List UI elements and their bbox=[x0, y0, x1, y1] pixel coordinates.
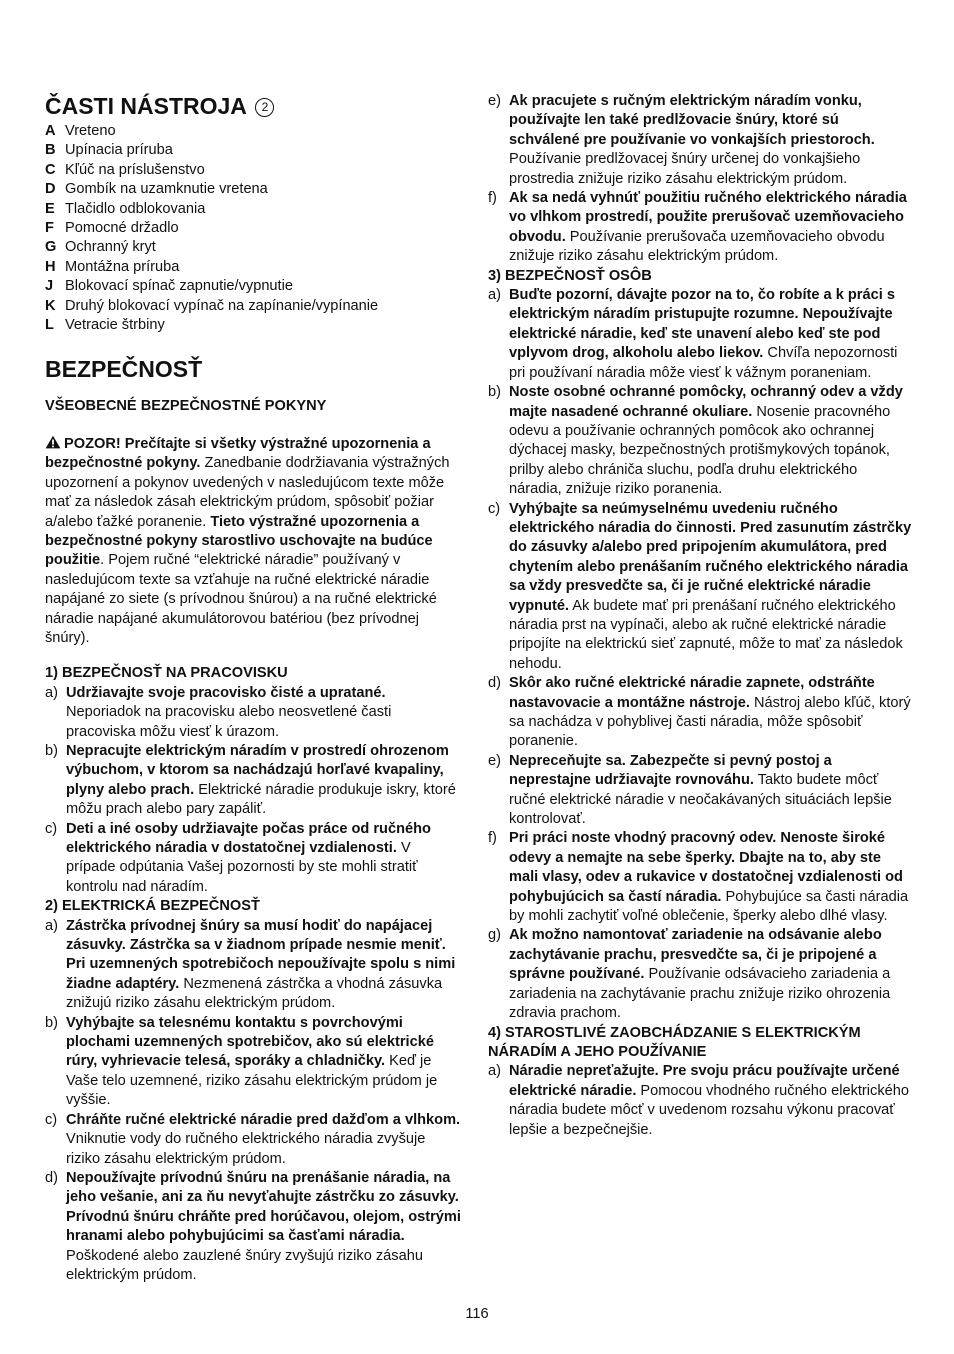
list-item: c) Deti a iné osoby udržiavajte počas práce od ručného elektrického náradia v dostatočnej vzdialenosti. V prípade odpútania Vašej pozornosti by ste mohli stratiť kontrolu nad náradím. bbox=[45, 820, 431, 895]
list-item: b) Vyhýbajte sa telesnému kontaktu s povrchovými plochami uzemnených spotrebičov, ako sú elektrické rúry, vyhrievacie telesá, sporáky a chladničky. Keď je Vaše telo uzemnené, riziko zásahu elektrickým prúdom je vyššie. bbox=[45, 1014, 438, 1109]
list-item: B Upínacia príruba bbox=[45, 142, 173, 159]
list-item: J Blokovací spínač zapnutie/vypnutie bbox=[45, 278, 293, 295]
list-item: L Vetracie štrbiny bbox=[45, 317, 165, 334]
list-item: d) Nepoužívajte prívodnú šnúru na prenášanie náradia, na jeho vešanie, ani za ňu nevyťahujte zástrčku zo zásuvky. Prívodnú šnúru chráňte pred horúčavou, olejom, ostrými hranami alebo pohybujúcimi sa časťami náradia. Poškodené alebo zauzlené šnúry zvyšujú riziko zásahu elektrickým prúdom. bbox=[45, 1169, 461, 1283]
list-item: d) Skôr ako ručné elektrické náradie zapnete, odstráňte nastavovacie a montážne nástroje. Nástroj alebo kľúč, ktorý sa nachádza v pohyblivej časti náradia, môže spôsobiť poranenie. bbox=[488, 675, 911, 750]
list-item: a) Udržiavajte svoje pracovisko čisté a upratané. Neporiadok na pracovisku alebo neosvetlené časti pracoviska môžu viesť k úrazom. bbox=[45, 684, 392, 740]
list-item: D Gombík na uzamknutie vretena bbox=[45, 181, 268, 198]
list-item: a) Buďte pozorní, dávajte pozor na to, čo robíte a k práci s elektrickým náradím pristupujte rozumne. Nepoužívajte elektrické náradie, keď ste unavení alebo keď ste pod vplyvom drog, alkoholu alebo liekov. Chvíľa nepozornosti pri používaní náradia môže viesť k vážnym poraneniam. bbox=[488, 287, 898, 381]
section-heading: 4) STAROSTLIVÉ ZAOBCHÁDZANIE S ELEKTRICKÝM NÁRADÍM A JEHO POUŽÍVANIE bbox=[488, 1024, 861, 1060]
list-item: E Tlačidlo odblokovania bbox=[45, 200, 206, 217]
figure-reference: 2 bbox=[255, 98, 274, 117]
list-item: b) Noste osobné ochranné pomôcky, ochranný odev a vždy majte nasadené ochranné okuliare. Nosenie pracovného odevu a používanie ochranných pomôcok ako ochrannej dýchacej masky, bezpečnostných protišmykových topánok, prilby alebo chrániča sluchu, podľa druhu elektrického náradia, znižuje riziko poranenia. bbox=[488, 384, 903, 498]
list-item: H Montážna príruba bbox=[45, 258, 180, 275]
list-item: c) Vyhýbajte sa neúmyselnému uvedeniu ručného elektrického náradia do činnosti. Pred zasunutím zástrčky do zásuvky a/alebo pred pripojením akumulátora, pred chytením alebo prenášaním ručného elektrického náradia sa vždy presvedčte sa, či je ručné elektrické náradie vypnuté. Ak budete mať pri prenášaní ručného elektrického náradia prst na vypínači, alebo ak ručné elektrické náradie pripojíte na elektrickú sieť zapnuté, môže to mať za následok nehodu. bbox=[488, 500, 912, 672]
warning-triangle-icon bbox=[45, 435, 61, 449]
list-item: c) Chráňte ručné elektrické náradie pred dažďom a vlhkom. Vniknutie vody do ručného elektrického náradia zvyšuje riziko zásahu elektrickým prúdom. bbox=[45, 1111, 461, 1167]
section-heading: 2) ELEKTRICKÁ BEZPEČNOSŤ bbox=[45, 898, 260, 915]
list-item: f) Pri práci noste vhodný pracovný odev. Nenoste široké odevy a nemajte na sebe šperky. Dbajte na to, aby ste mali vlasy, odev a rukavice v dostatočnej vzdialenosti od pohybujúcich sa častí náradia. Pohybujúce sa časti náradia by mohli zachytiť voľné oblečenie, šperky alebo dlhé vlasy. bbox=[488, 830, 909, 925]
list-item: f) Ak sa nedá vyhnúť použitiu ručného elektrického náradia vo vlhkom prostredí, použite prerušovač uzemňovacieho obvodu. Používanie prerušovača uzemňovacieho obvodu znižuje riziko zásahu elektrickým prúdom. bbox=[488, 190, 907, 265]
list-item: K Druhý blokovací vypínač na zapínanie/vypínanie bbox=[45, 297, 379, 314]
parts-list bbox=[45, 122, 463, 335]
list-item: g) Ak možno namontovať zariadenie na odsávanie alebo zachytávanie prachu, presvedčte sa, či je pripojené a správne používané. Používanie odsávacieho zariadenia a zariadenia na zachytávanie prachu znižuje riziko ohrozenia zdravia prachom. bbox=[488, 927, 891, 1022]
warning-paragraph: POZOR! Prečítajte si všetky výstražné upozornenia a bezpečnostné pokyny. Zanedbanie dodržiavania výstražných upozornení a pokynov uvedených v nasledujúcom texte môže mať za následok zásah elektrickým prúdom, spôsobiť požiar a/alebo ťažké poranenie. Tieto výstražné upozornenia a bezpečnostné pokyny starostlivo uschovajte na budúce použitie. Pojem ručné “elektrické náradie” používaný v nasledujúcom texte sa vzťahuje na ručné elektrické náradie napájané zo siete (s prívodnou šnúrou) a na ručné elektrické náradie napájané akumulátorovou batériou (bez prívodnej šnúry). bbox=[45, 435, 450, 646]
list-item: b) Nepracujte elektrickým náradím v prostredí ohrozenom výbuchom, v ktorom sa nachádzajú horľavé kvapaliny, plyny alebo prach. Elektrické náradie produkuje iskry, ktoré môžu prach alebo pary zapáliť. bbox=[45, 742, 456, 818]
section-heading: 1) BEZPEČNOSŤ NA PRACOVISKU bbox=[45, 665, 288, 682]
list-item: a) Zástrčka prívodnej šnúry sa musí hodiť do napájacej zásuvky. Zástrčka sa v žiadnom prípade nesmie meniť. Pri uzemnených spotrebičoch nepoužívajte spolu s nimi žiadne adaptéry. Nezmenená zástrčka a vhodná zásuvka znižujú riziko zásahu elektrickým prúdom. bbox=[45, 917, 456, 1012]
left-column bbox=[45, 92, 463, 1285]
list-item: a) Náradie nepreťažujte. Pre svoju prácu používajte určené elektrické náradie. Pomocou vhodného ručného elektrického náradia budete môcť v uvedenom rozsahu výkonu pracovať lepšie a bezpečnejšie. bbox=[488, 1063, 909, 1138]
list-item: F Pomocné držadlo bbox=[45, 220, 179, 237]
page-number: 116 bbox=[465, 1306, 489, 1322]
section-heading: 3) BEZPEČNOSŤ OSÔB bbox=[488, 267, 652, 284]
right-column bbox=[488, 92, 912, 1140]
list-item: e) Ak pracujete s ručným elektrickým náradím vonku, používajte len také predlžovacie šnúry, ktoré sú schválené pre používanie vo vonkajších priestoroch. Používanie predlžovacej šnúry určenej do vonkajšieho prostredia znižuje riziko zásahu elektrickým prúdom. bbox=[488, 93, 875, 187]
list-item: A Vreteno bbox=[45, 123, 116, 139]
list-item: C Kľúč na príslušenstvo bbox=[45, 161, 205, 178]
list-item: G Ochranný kryt bbox=[45, 239, 156, 256]
general-safety-heading: VŠEOBECNÉ BEZPEČNOSTNÉ POKYNY bbox=[45, 398, 327, 415]
parts-title: ČASTI NÁSTROJA 2 bbox=[45, 92, 463, 120]
list-item: e) Nepreceňujte sa. Zabezpečte si pevný postoj a neprestajne udržiavajte rovnováhu. Takto budete môcť ručné elektrické náradie v neočakávaných situáciách lepšie kontrolovať. bbox=[488, 752, 892, 828]
safety-title: BEZPEČNOSŤ bbox=[45, 356, 203, 383]
